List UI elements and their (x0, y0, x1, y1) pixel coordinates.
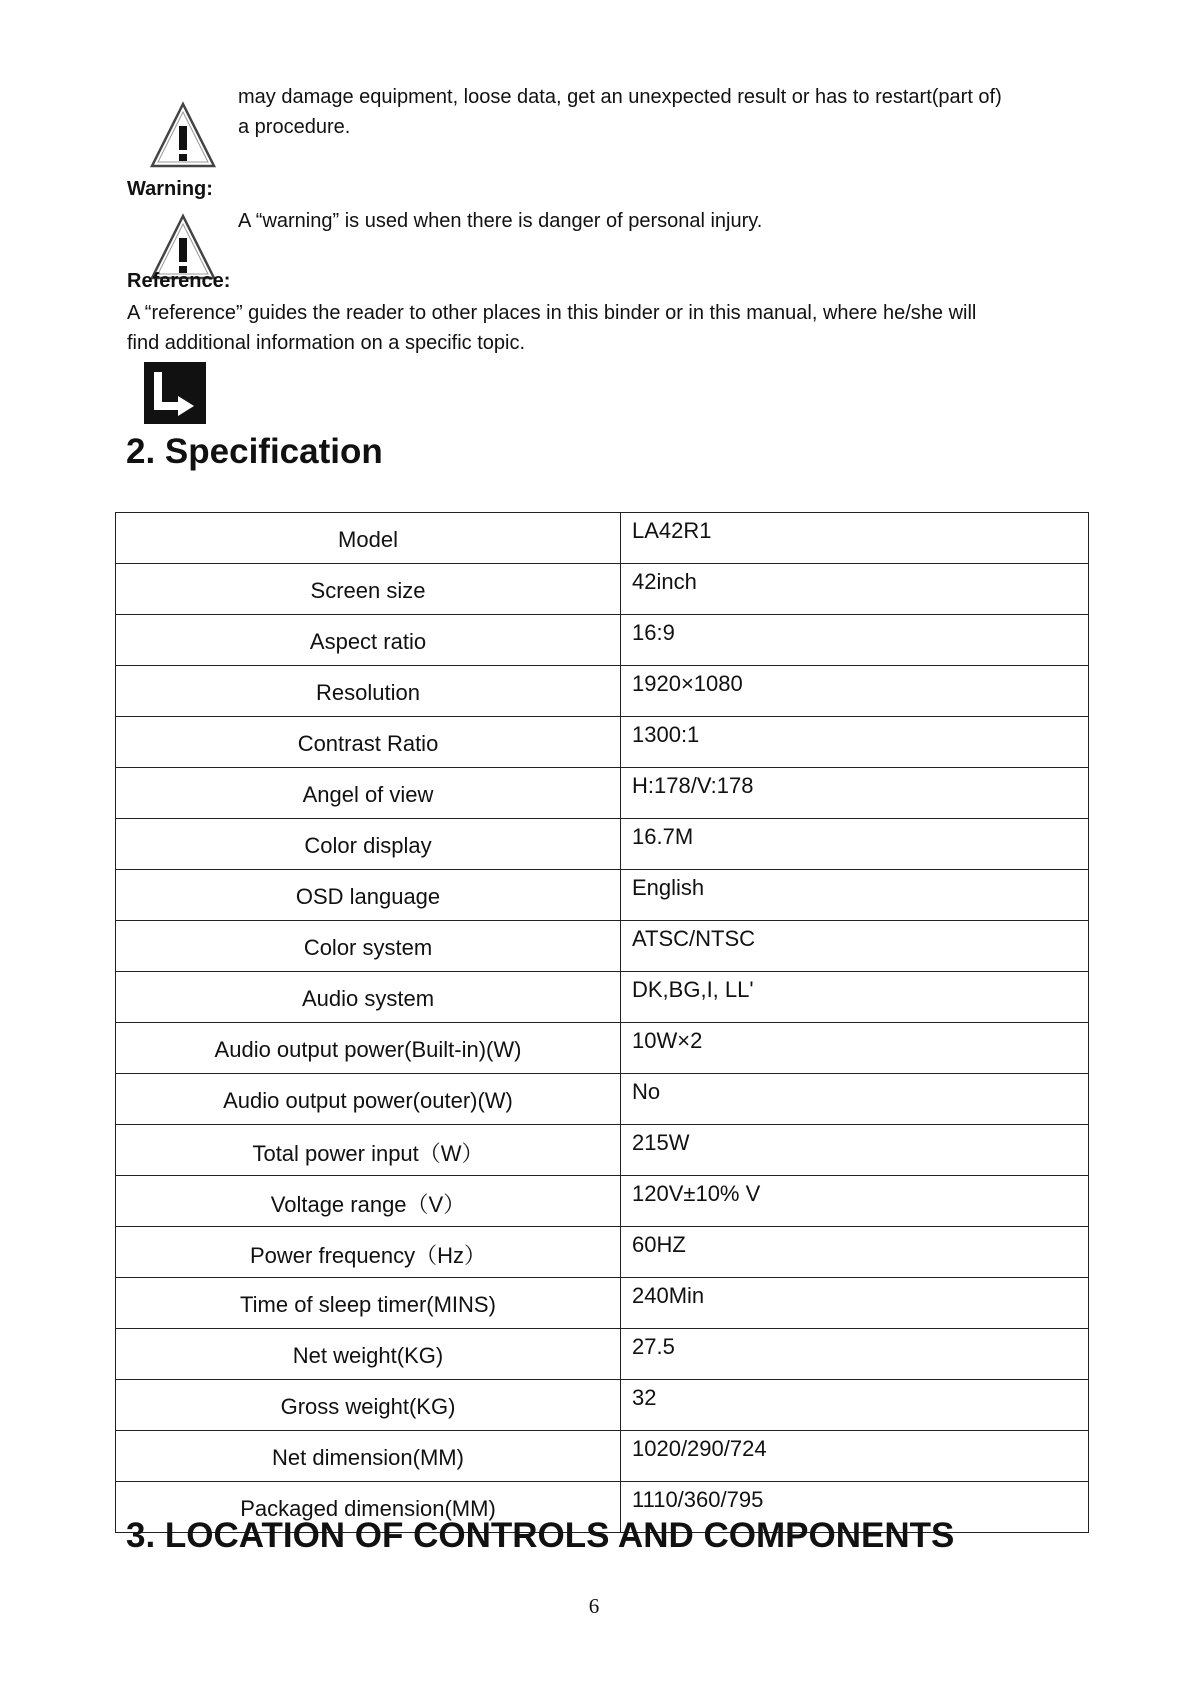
section-heading-location-of-controls: 3. LOCATION OF CONTROLS AND COMPONENTS (126, 1516, 955, 1555)
spec-label-cell: Color system (116, 921, 621, 972)
spec-value-cell: 240Min (621, 1278, 1089, 1329)
spec-label-cell: Net weight(KG) (116, 1329, 621, 1380)
table-row (116, 1176, 1089, 1227)
spec-label-cell: Gross weight(KG) (116, 1380, 621, 1431)
spec-label-cell: Time of sleep timer(MINS) (116, 1278, 621, 1329)
spec-label-cell: Voltage range（V） (116, 1176, 621, 1227)
section-heading-specification: 2. Specification (126, 432, 383, 471)
spec-label-cell: Audio output power(outer)(W) (116, 1074, 621, 1125)
reference-label: Reference: (127, 270, 231, 292)
table-row (116, 513, 1089, 564)
reference-text-line1: A “reference” guides the reader to other places in this binder or in this manual, where he/she will (127, 302, 977, 324)
spec-value-cell: 16.7M (621, 819, 1089, 870)
specification-table (115, 512, 1089, 1533)
spec-value-cell: 60HZ (621, 1227, 1089, 1278)
table-row (116, 768, 1089, 819)
spec-label-cell: Model (116, 513, 621, 564)
spec-value-cell: 1020/290/724 (621, 1431, 1089, 1482)
spec-value-cell: ATSC/NTSC (621, 921, 1089, 972)
spec-value-cell: 1110/360/795 (621, 1482, 1089, 1533)
spec-value-cell: 32 (621, 1380, 1089, 1431)
spec-value-cell: 1300:1 (621, 717, 1089, 768)
table-row (116, 819, 1089, 870)
warning-label: Warning: (127, 178, 213, 200)
spec-label-cell: Audio system (116, 972, 621, 1023)
table-row (116, 870, 1089, 921)
table-row (116, 717, 1089, 768)
spec-label-cell: Net dimension(MM) (116, 1431, 621, 1482)
warning-triangle-icon (148, 100, 218, 170)
warning-text: A “warning” is used when there is danger of personal injury. (238, 210, 763, 232)
table-row (116, 1074, 1089, 1125)
table-row (116, 972, 1089, 1023)
spec-value-cell: 215W (621, 1125, 1089, 1176)
spec-value-cell: H:178/V:178 (621, 768, 1089, 819)
spec-value-cell: English (621, 870, 1089, 921)
spec-label-cell: Screen size (116, 564, 621, 615)
spec-label-cell: Color display (116, 819, 621, 870)
table-row (116, 1431, 1089, 1482)
spec-label-cell: Contrast Ratio (116, 717, 621, 768)
reference-text-line2: find additional information on a specific topic. (127, 332, 526, 354)
table-row (116, 1329, 1089, 1380)
spec-value-cell: 42inch (621, 564, 1089, 615)
spec-value-cell: DK,BG,I, LL' (621, 972, 1089, 1023)
table-row (116, 1227, 1089, 1278)
table-row (116, 1278, 1089, 1329)
spec-value-cell: 27.5 (621, 1329, 1089, 1380)
table-row (116, 921, 1089, 972)
spec-label-cell: Packaged dimension(MM) (116, 1482, 621, 1533)
caution-text-line2: a procedure. (238, 116, 351, 138)
table-row (116, 564, 1089, 615)
spec-value-cell: LA42R1 (621, 513, 1089, 564)
spec-label-cell: Audio output power(Built-in)(W) (116, 1023, 621, 1074)
spec-label-cell: Angel of view (116, 768, 621, 819)
table-row (116, 1023, 1089, 1074)
spec-value-cell: No (621, 1074, 1089, 1125)
spec-label-cell: Resolution (116, 666, 621, 717)
spec-value-cell: 10W×2 (621, 1023, 1089, 1074)
spec-label-cell: Total power input（W） (116, 1125, 621, 1176)
table-row (116, 666, 1089, 717)
reference-arrow-icon (144, 362, 206, 424)
page-number: 6 (588, 1594, 600, 1618)
spec-label-cell: OSD language (116, 870, 621, 921)
spec-value-cell: 16:9 (621, 615, 1089, 666)
table-row (116, 1125, 1089, 1176)
spec-label-cell: Aspect ratio (116, 615, 621, 666)
spec-label-cell: Power frequency（Hz） (116, 1227, 621, 1278)
caution-text-line1: may damage equipment, loose data, get an unexpected result or has to restart(part of) (238, 86, 1002, 108)
table-row (116, 1380, 1089, 1431)
spec-value-cell: 120V±10% V (621, 1176, 1089, 1227)
table-row (116, 615, 1089, 666)
spec-value-cell: 1920×1080 (621, 666, 1089, 717)
